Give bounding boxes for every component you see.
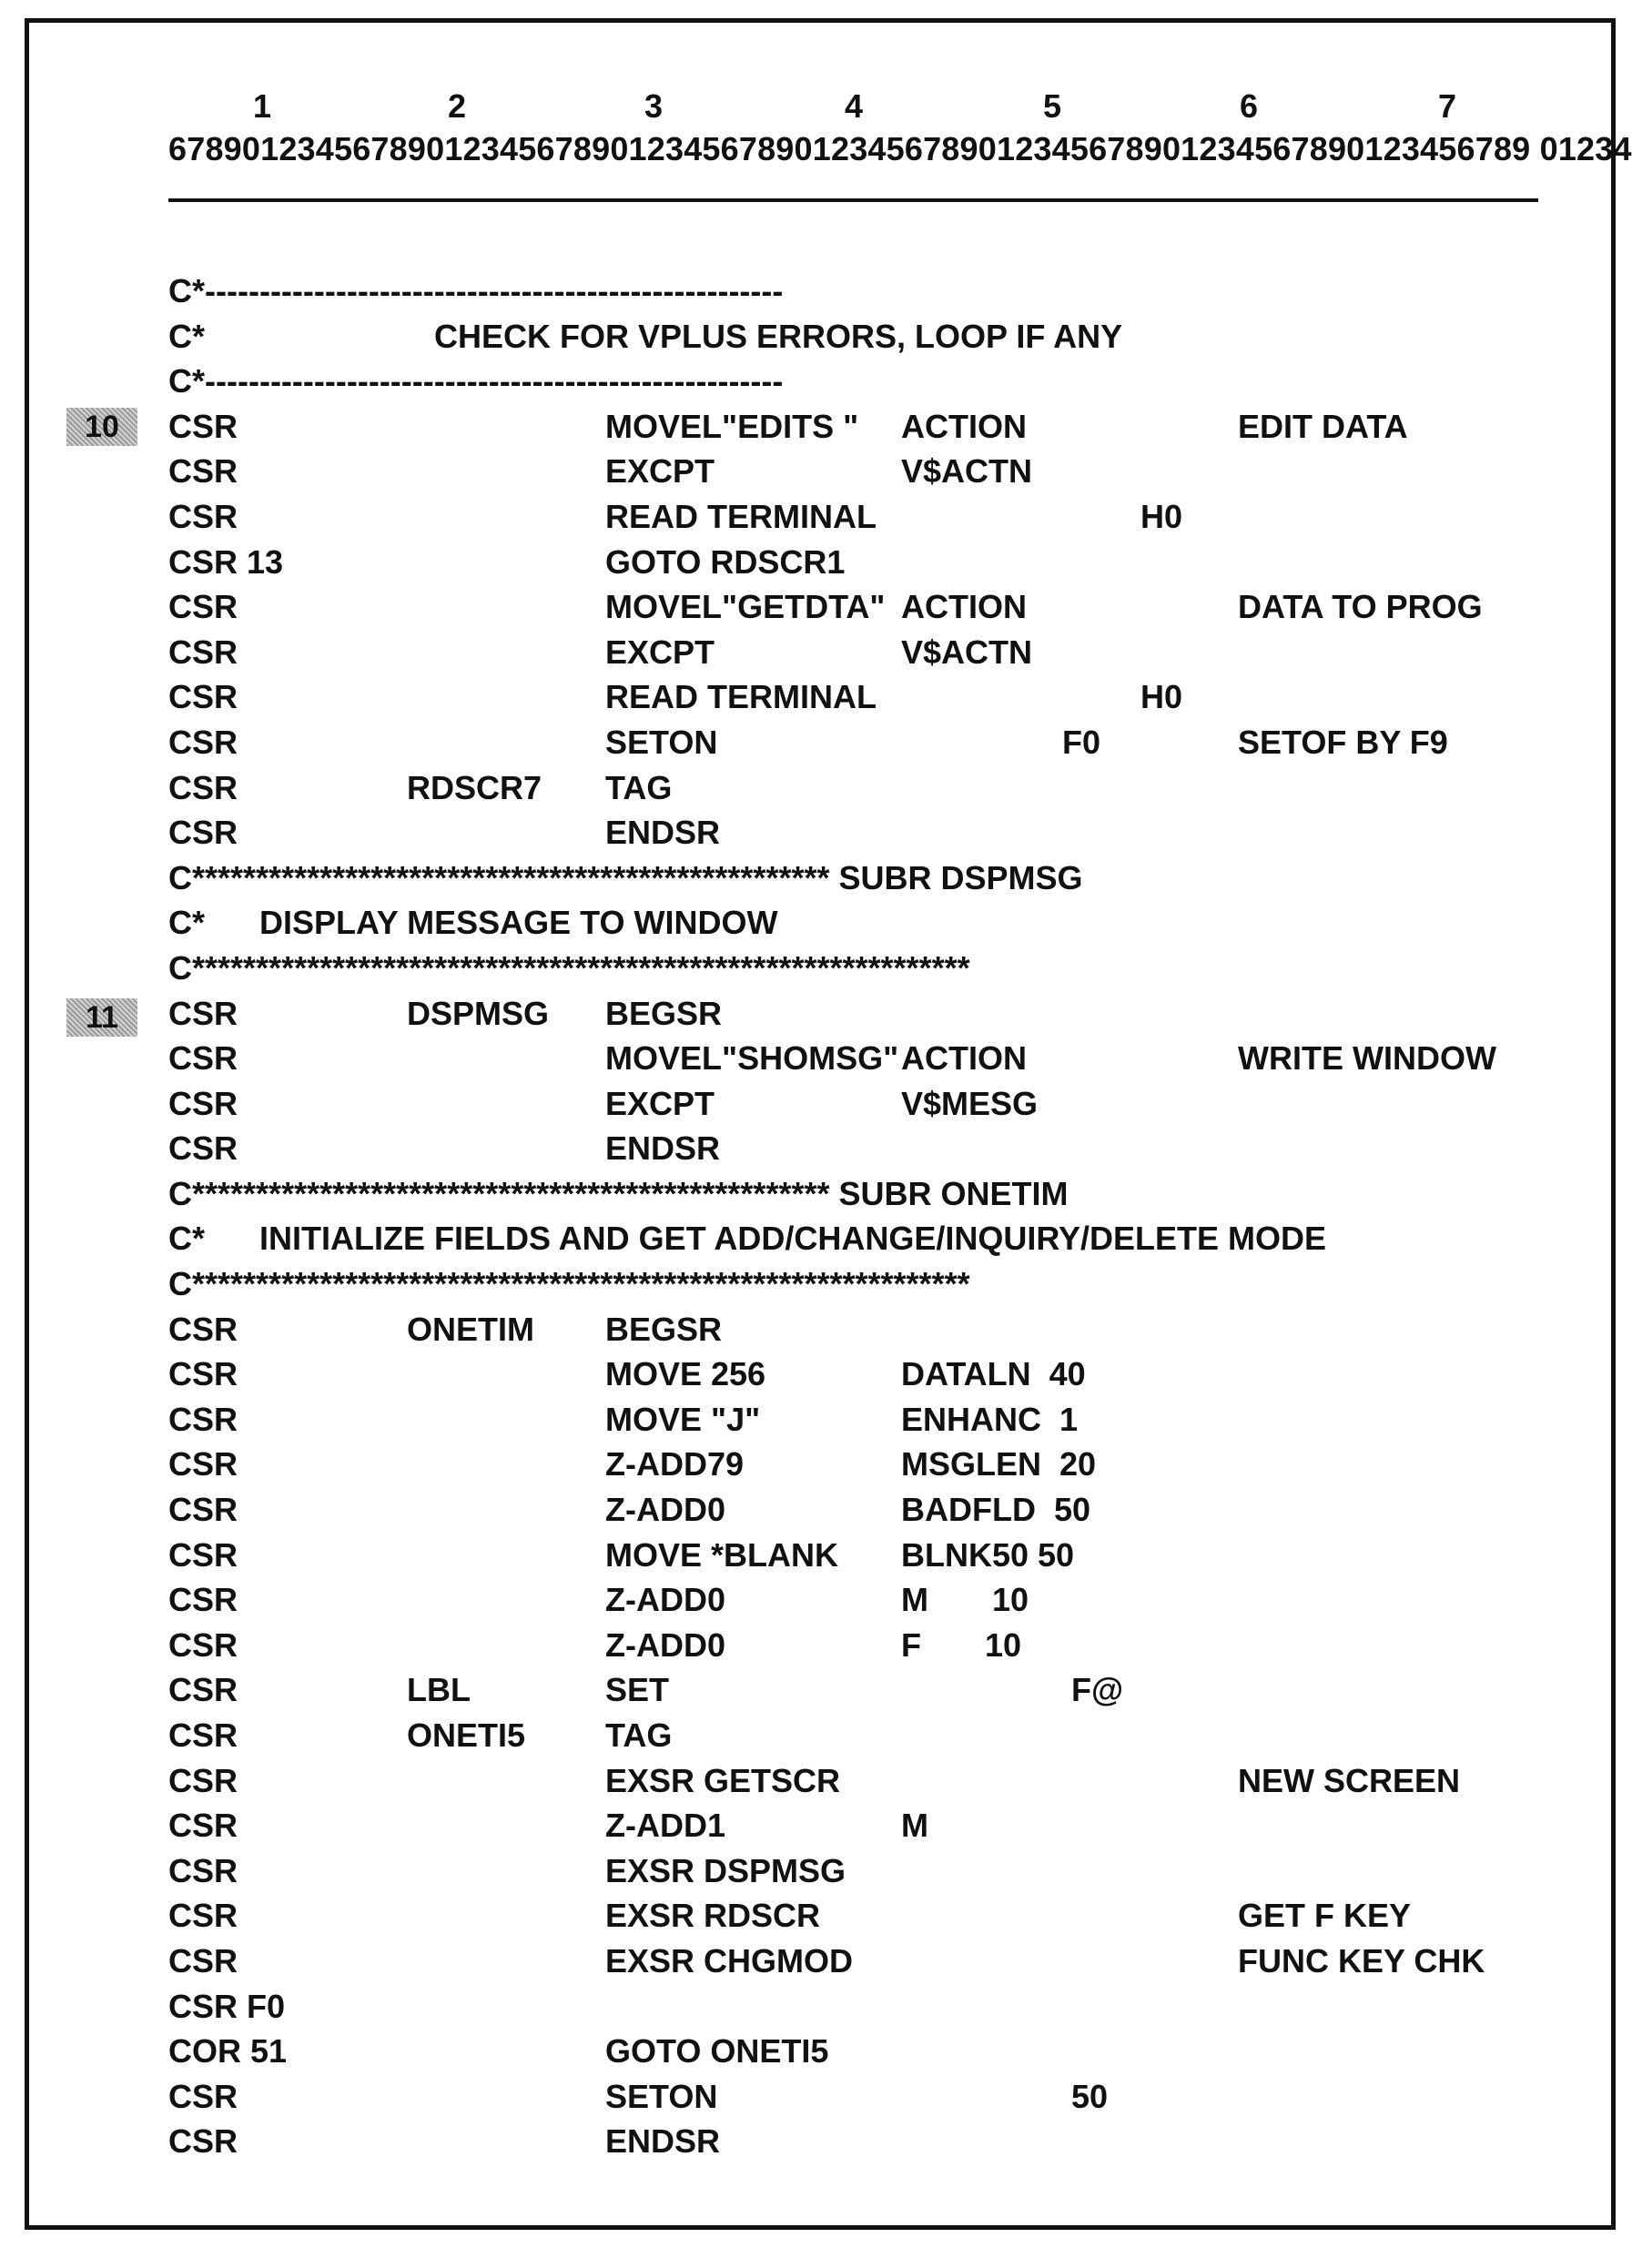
code-field-c3: Z-ADD79 — [605, 1445, 745, 1483]
code-field-c3: GOTO ONETI5 — [605, 2032, 829, 2071]
code-field-c3: MOVEL"SHOMSG" — [605, 1039, 899, 1078]
ruler-tens-6: 6 — [1240, 87, 1259, 125]
code-field-c0: CSR — [168, 1897, 238, 1935]
code-field-c0: CSR — [168, 814, 238, 852]
code-field-c0: CSR — [168, 2122, 238, 2161]
code-field-c3: ENDSR — [605, 1129, 721, 1168]
code-field-c0: CSR — [168, 2077, 238, 2115]
code-field-c0: CSR — [168, 1941, 238, 1979]
code-field-c3: EXSR GETSCR — [605, 1761, 841, 1799]
code-field-c0: CSR F0 — [168, 1987, 286, 2025]
code-field-c3: EXCPT — [605, 452, 715, 491]
code-field-c3: TAG — [605, 768, 673, 806]
code-field-c4: ACTION — [901, 1039, 1027, 1078]
code-field-c4: DATALN 40 — [901, 1355, 1086, 1393]
code-field-c3: MOVE 256 — [605, 1355, 766, 1393]
ruler-tens-3: 3 — [644, 87, 664, 125]
code-field-c3: EXCPT — [605, 633, 715, 671]
code-field-c4: ACTION — [901, 588, 1027, 626]
code-field-c6: H0 — [1140, 497, 1183, 535]
code-field-c0: CSR — [168, 768, 238, 806]
code-field-c7: WRITE WINDOW — [1238, 1039, 1496, 1078]
code-field-c7: FUNC KEY CHK — [1238, 1941, 1485, 1979]
code-field-c0: CSR — [168, 452, 238, 491]
ruler-tens-2: 2 — [448, 87, 467, 125]
code-field-c3: ENDSR — [605, 2122, 721, 2161]
code-field-c3: BEGSR — [605, 1310, 723, 1348]
code-field-c3: EXSR DSPMSG — [605, 1851, 846, 1889]
code-field-c4: F 10 — [901, 1625, 1022, 1664]
code-field-c7: SETOF BY F9 — [1238, 723, 1448, 761]
code-field-c0: CSR — [168, 1716, 238, 1754]
code-field-c4: BLNK50 50 — [901, 1535, 1075, 1574]
code-field-c0: CSR — [168, 1445, 238, 1483]
callout-marker-11: 11 — [66, 998, 137, 1037]
code-field-c0: C* INITIALIZE FIELDS AND GET ADD/CHANGE/INQUIRY/DELETE MODE — [168, 1220, 1327, 1258]
code-field-c7: NEW SCREEN — [1238, 1761, 1461, 1799]
code-field-c0: CSR — [168, 1851, 238, 1889]
code-field-c3: MOVEL"EDITS " — [605, 407, 859, 445]
code-field-c0: CSR — [168, 723, 238, 761]
code-field-c4: V$ACTN — [901, 633, 1033, 671]
callout-marker-10: 10 — [66, 408, 137, 446]
code-field-c3: MOVEL"GETDTA" — [605, 588, 886, 626]
code-field-c0: C*----------------------------------------------------- — [168, 362, 784, 400]
code-field-c0: CSR — [168, 994, 238, 1032]
code-field-c0: CSR — [168, 1807, 238, 1845]
code-field-c0: CSR — [168, 1129, 238, 1168]
code-field-c4: ACTION — [901, 407, 1027, 445]
code-field-c3: EXCPT — [605, 1084, 715, 1122]
code-field-c3: TAG — [605, 1716, 673, 1754]
code-field-c4: M — [901, 1807, 928, 1845]
code-field-c3: READ TERMINAL — [605, 497, 877, 535]
code-field-c3: Z-ADD0 — [605, 1581, 725, 1619]
code-field-c4: ENHANC 1 — [901, 1400, 1079, 1438]
code-field-c3: EXSR CHGMOD — [605, 1941, 854, 1979]
code-field-c0: C************************************************************* — [168, 948, 970, 987]
code-field-c3: SETON — [605, 723, 718, 761]
code-field-c0: CSR — [168, 407, 238, 445]
code-field-c0: CSR — [168, 1671, 238, 1709]
code-field-c2: ONETIM — [407, 1310, 534, 1348]
code-field-c2: LBL — [407, 1671, 471, 1709]
code-field-c2: DSPMSG — [407, 994, 550, 1032]
code-field-c0: CSR — [168, 1625, 238, 1664]
code-field-c0: C************************************************** SUBR DSPMSG — [168, 858, 1083, 896]
code-field-c3: Z-ADD0 — [605, 1491, 725, 1529]
code-field-c0: C*----------------------------------------------------- — [168, 272, 784, 309]
code-field-c2: ONETI5 — [407, 1716, 526, 1754]
code-field-c0: C************************************************************* — [168, 1265, 970, 1303]
ruler-tens-4: 4 — [845, 87, 864, 125]
code-field-c2: CHECK FOR VPLUS ERRORS, LOOP IF ANY — [407, 317, 1123, 355]
code-field-c3: Z-ADD1 — [605, 1807, 725, 1845]
ruler-divider — [168, 198, 1538, 202]
code-field-c0: C* DISPLAY MESSAGE TO WINDOW — [168, 904, 778, 942]
code-field-c0: CSR — [168, 1761, 238, 1799]
code-field-c6: H0 — [1140, 678, 1183, 716]
code-field-c0: COR 51 — [168, 2032, 288, 2071]
code-field-c0: C************************************************** SUBR ONETIM — [168, 1174, 1069, 1212]
code-field-c0: CSR — [168, 678, 238, 716]
ruler-tens-7: 7 — [1438, 87, 1457, 125]
code-field-c0: CSR — [168, 1491, 238, 1529]
code-field-c0: CSR — [168, 1310, 238, 1348]
code-field-c0: C* — [168, 317, 206, 355]
ruler-tens-1: 1 — [253, 87, 272, 125]
ruler-digits: 67890123456789012345678901234567890123456789012345678901234567890123456789 01234 — [168, 130, 1632, 167]
code-field-c0: CSR — [168, 1084, 238, 1122]
code-field-c0: CSR 13 — [168, 542, 284, 581]
code-field-c4: V$MESG — [901, 1084, 1039, 1122]
code-field-c3: MOVE "J" — [605, 1400, 761, 1438]
code-field-c0: CSR — [168, 1355, 238, 1393]
code-field-c5: 50 — [1062, 2077, 1109, 2115]
ruler-tens-5: 5 — [1043, 87, 1062, 125]
code-field-c0: CSR — [168, 1535, 238, 1574]
code-field-c0: CSR — [168, 588, 238, 626]
code-field-c3: BEGSR — [605, 994, 723, 1032]
code-field-c7: DATA TO PROG — [1238, 588, 1483, 626]
code-field-c4: MSGLEN 20 — [901, 1445, 1097, 1483]
code-field-c3: SETON — [605, 2077, 718, 2115]
code-field-c5: F@ — [1062, 1671, 1124, 1709]
code-field-c0: CSR — [168, 1039, 238, 1078]
code-field-c4: M 10 — [901, 1581, 1029, 1619]
code-field-c3: MOVE *BLANK — [605, 1535, 839, 1574]
code-field-c0: CSR — [168, 633, 238, 671]
code-field-c3: ENDSR — [605, 814, 721, 852]
code-field-c0: CSR — [168, 1581, 238, 1619]
code-field-c7: GET F KEY — [1238, 1897, 1412, 1935]
code-field-c3: READ TERMINAL — [605, 678, 877, 716]
code-field-c3: EXSR RDSCR — [605, 1897, 821, 1935]
code-field-c2: RDSCR7 — [407, 768, 542, 806]
code-field-c4: BADFLD 50 — [901, 1491, 1091, 1529]
code-field-c0: CSR — [168, 497, 238, 535]
code-field-c5: F0 — [1062, 723, 1101, 761]
code-field-c3: GOTO RDSCR1 — [605, 542, 846, 581]
code-field-c0: CSR — [168, 1400, 238, 1438]
code-field-c7: EDIT DATA — [1238, 407, 1408, 445]
code-field-c3: SET — [605, 1671, 670, 1709]
code-field-c3: Z-ADD0 — [605, 1625, 725, 1664]
code-field-c4: V$ACTN — [901, 452, 1033, 491]
